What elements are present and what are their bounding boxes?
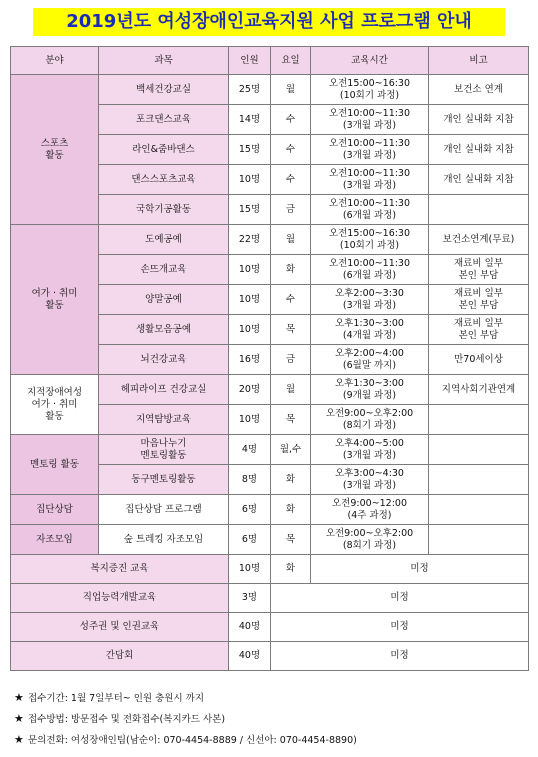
count-cell: 10명 [229,405,271,435]
count-cell: 14명 [229,105,271,135]
course-cell: 헤피라이프 건강교실 [99,375,229,405]
day-cell: 화 [271,255,311,285]
note-cell: 보건소연계(무료) [429,225,529,255]
time-cell: 오전9:00~오후2:00 (8회기 과정) [311,525,429,555]
time-cell: 오전10:00~11:30 (6개월 과정) [311,195,429,225]
table-row [11,642,529,671]
header-field: 분야 [11,47,99,75]
day-cell: 수 [271,135,311,165]
time-cell: 오후2:00~4:00 (6월말 까지) [311,345,429,375]
table-row [11,525,529,555]
star-icon: ★ [14,712,24,725]
course-cell: 생활모음공예 [99,315,229,345]
page-title: 2019년도 여성장애인교육지원 사업 프로그램 안내 [33,8,505,36]
course-cell: 백세건강교실 [99,75,229,105]
program-table [10,46,529,671]
note-cell: 만70세이상 [429,345,529,375]
day-cell: 화 [271,495,311,525]
course-cell: 라인&줌바댄스 [99,135,229,165]
course-cell: 뇌건강교육 [99,345,229,375]
time-cell: 오후3:00~4:30 (3개월 과정) [311,465,429,495]
bottom-label-cell: 직업능력개발교육 [11,584,229,613]
time-cell: 오전15:00~16:30 (10회기 과정) [311,75,429,105]
time-cell: 오전9:00~12:00 (4주 과정) [311,495,429,525]
note-cell [429,195,529,225]
course-cell: 숲 트레킹 자조모임 [99,525,229,555]
time-cell: 오전10:00~11:30 (3개월 과정) [311,165,429,195]
day-cell: 수 [271,285,311,315]
table-row [11,555,529,584]
count-cell: 40명 [229,613,271,642]
day-cell: 월,수 [271,435,311,465]
note-cell: 재료비 일부 본인 부담 [429,255,529,285]
note-item [14,729,357,750]
day-cell: 목 [271,405,311,435]
note-cell: 지역사회기관연계 [429,375,529,405]
count-cell: 6명 [229,525,271,555]
table-row [11,584,529,613]
time-cell: 오전9:00~오후2:00 (8회기 과정) [311,405,429,435]
count-cell: 10명 [229,555,271,584]
table-row [11,225,529,255]
note-cell [429,495,529,525]
day-cell: 월 [271,375,311,405]
time-cell: 오전10:00~11:30 (3개월 과정) [311,105,429,135]
course-cell: 집단상담 프로그램 [99,495,229,525]
day-cell: 수 [271,165,311,195]
status-cell: 미정 [271,613,529,642]
note-text: 접수기간: 1월 7일부터~ 인원 충원시 까지 [28,693,205,704]
header-count: 인원 [229,47,271,75]
note-cell: 재료비 일부 본인 부담 [429,285,529,315]
header-day: 요일 [271,47,311,75]
count-cell: 20명 [229,375,271,405]
course-cell: 양말공예 [99,285,229,315]
bottom-label-cell: 간담회 [11,642,229,671]
day-cell: 금 [271,195,311,225]
count-cell: 10명 [229,165,271,195]
table-row [11,495,529,525]
course-cell: 포크댄스교육 [99,105,229,135]
group-intellectual: 지적장애여성 여가 · 취미 활동 [11,375,99,435]
bottom-label-cell: 성주권 및 인권교육 [11,613,229,642]
course-cell: 댄스스포츠교육 [99,165,229,195]
status-cell: 미정 [311,555,529,584]
note-text: 접수방법: 방문접수 및 전화접수(복지카드 사본) [28,714,226,725]
bottom-label-cell: 복지증진 교육 [11,555,229,584]
count-cell: 25명 [229,75,271,105]
status-cell: 미정 [271,584,529,613]
course-cell: 마음나누기 멘토링활동 [99,435,229,465]
day-cell: 목 [271,525,311,555]
notes-section [14,687,357,750]
header-note: 비고 [429,47,529,75]
time-cell: 오전10:00~11:30 (6개월 과정) [311,255,429,285]
count-cell: 4명 [229,435,271,465]
day-cell: 수 [271,105,311,135]
note-cell [429,405,529,435]
note-cell [429,465,529,495]
time-cell: 오전10:00~11:30 (3개월 과정) [311,135,429,165]
note-cell [429,525,529,555]
header-time: 교육시간 [311,47,429,75]
group-leisure: 여가 · 취미 활동 [11,225,99,375]
note-cell: 개인 실내화 지참 [429,105,529,135]
count-cell: 3명 [229,584,271,613]
note-cell: 개인 실내화 지참 [429,135,529,165]
count-cell: 6명 [229,495,271,525]
count-cell: 40명 [229,642,271,671]
table-row [11,75,529,105]
time-cell: 오후2:00~3:30 (3개월 과정) [311,285,429,315]
table-row [11,375,529,405]
note-cell: 보건소 연계 [429,75,529,105]
group-counsel: 집단상담 [11,495,99,525]
time-cell: 오후1:30~3:00 (4개월 과정) [311,315,429,345]
day-cell: 월 [271,225,311,255]
header-course: 과목 [99,47,229,75]
count-cell: 22명 [229,225,271,255]
status-cell: 미정 [271,642,529,671]
course-cell: 손뜨개교육 [99,255,229,285]
note-cell [429,435,529,465]
count-cell: 10명 [229,255,271,285]
note-cell: 재료비 일부 본인 부담 [429,315,529,345]
time-cell: 오후4:00~5:00 (3개월 과정) [311,435,429,465]
time-cell: 오전15:00~16:30 (10회기 과정) [311,225,429,255]
count-cell: 10명 [229,315,271,345]
note-item [14,687,357,708]
time-cell: 오후1:30~3:00 (9개월 과정) [311,375,429,405]
count-cell: 16명 [229,345,271,375]
count-cell: 15명 [229,135,271,165]
table-row [11,613,529,642]
note-cell: 개인 실내화 지참 [429,165,529,195]
course-cell: 지역탐방교육 [99,405,229,435]
star-icon: ★ [14,691,24,704]
count-cell: 10명 [229,285,271,315]
day-cell: 금 [271,345,311,375]
count-cell: 15명 [229,195,271,225]
star-icon: ★ [14,733,24,746]
group-self-help: 자조모임 [11,525,99,555]
day-cell: 화 [271,555,311,584]
course-cell: 동구멘토링활동 [99,465,229,495]
day-cell: 월 [271,75,311,105]
group-sports: 스포츠 활동 [11,75,99,225]
course-cell: 국학기공활동 [99,195,229,225]
table-header-row [11,47,529,75]
day-cell: 목 [271,315,311,345]
course-cell: 도예공예 [99,225,229,255]
count-cell: 8명 [229,465,271,495]
table-row [11,435,529,465]
note-text: 문의전화: 여성장애인팀(남순이: 070-4454-8889 / 신선아: 070-4454-8890) [28,735,357,746]
group-mentoring: 멘토링 활동 [11,435,99,495]
day-cell: 화 [271,465,311,495]
note-item [14,708,357,729]
